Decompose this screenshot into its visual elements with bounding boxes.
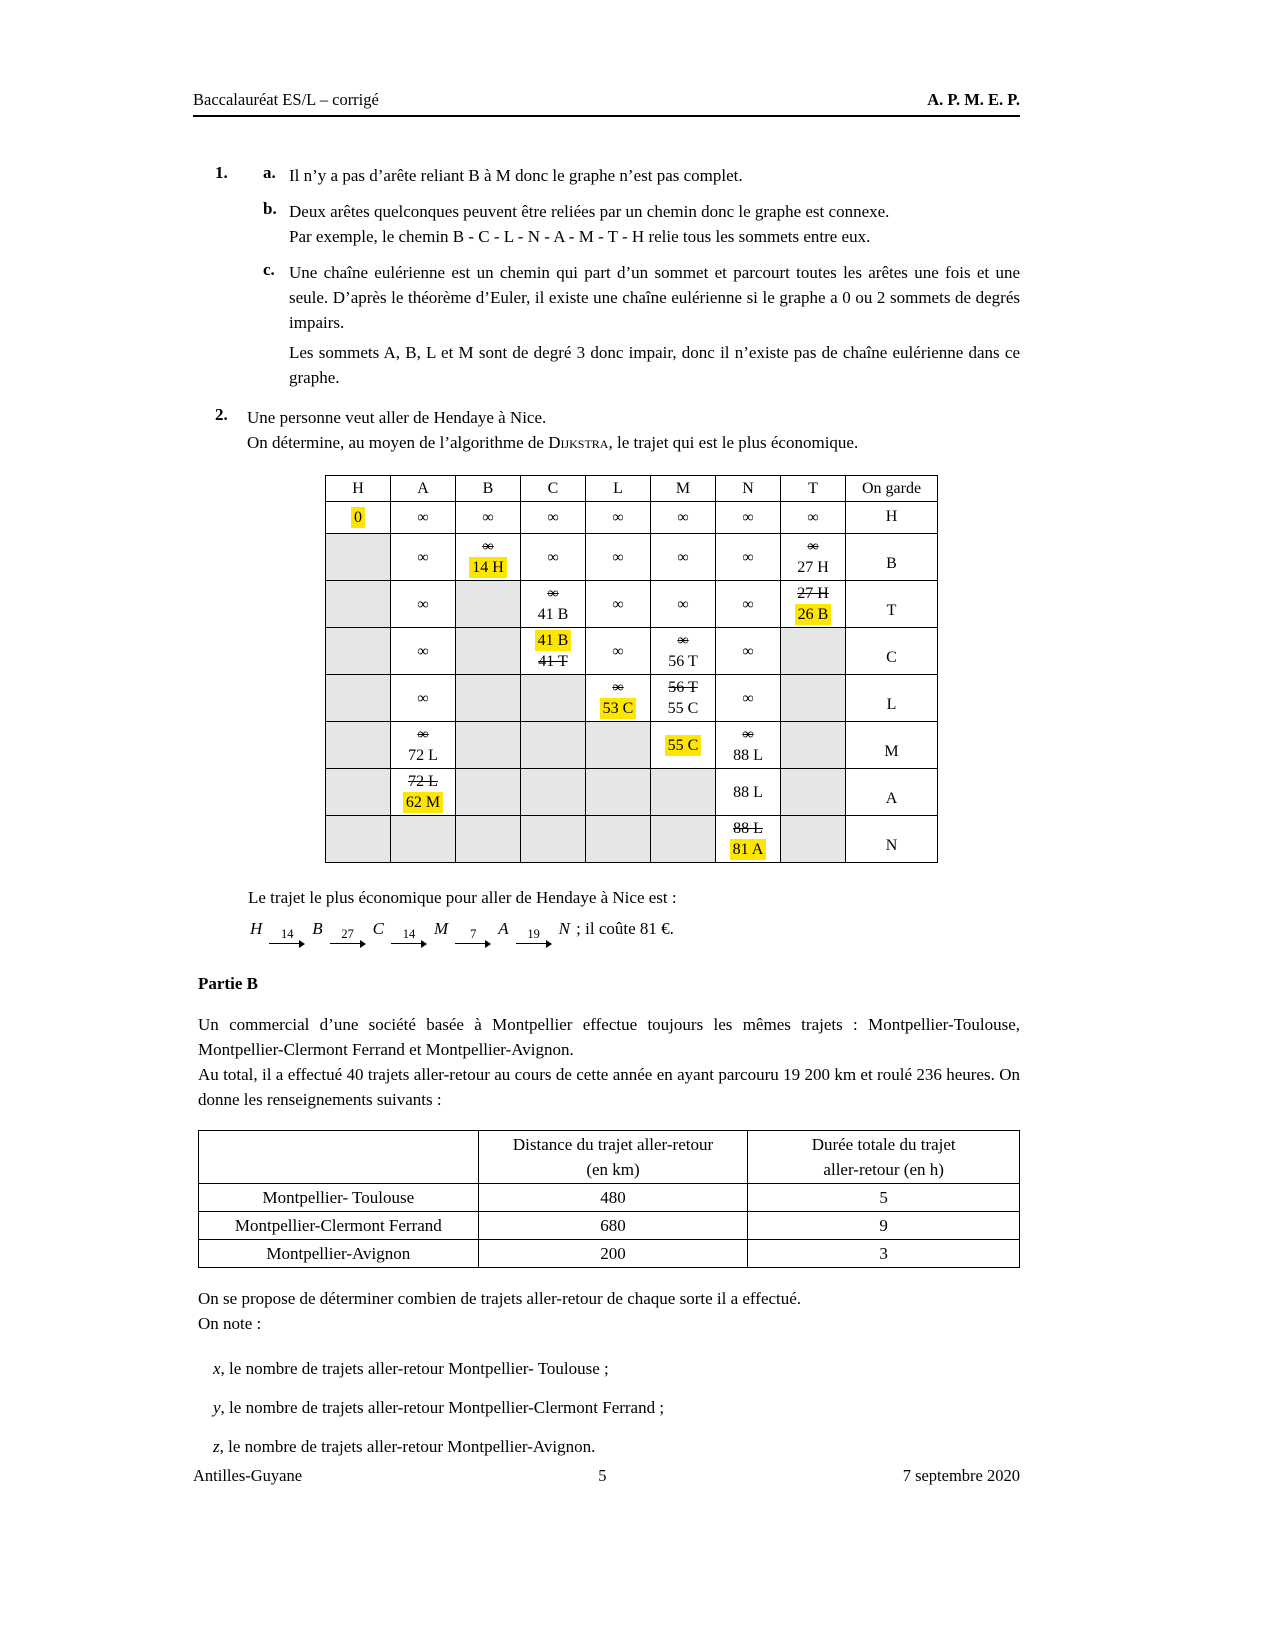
page-footer [193, 1466, 1020, 1486]
right-arrow-icon [391, 940, 427, 948]
dijkstra-row [326, 675, 938, 722]
variable-x: x [213, 1359, 221, 1378]
answer-2-line1: Une personne veut aller de Hendaye à Nice. [247, 408, 547, 427]
value: T [886, 602, 897, 619]
dijkstra-cell-line [459, 536, 517, 557]
dijkstra-value-cell [781, 675, 846, 722]
dijkstra-cell-line [589, 641, 647, 662]
struck-value: 72 L [408, 773, 438, 790]
route-formula [248, 915, 1020, 948]
dijkstra-value-cell [391, 502, 456, 534]
dijkstra-cell-line [459, 507, 517, 528]
dijkstra-value-cell [716, 769, 781, 816]
dijkstra-cell-line [394, 771, 452, 792]
trips-duration-value: 3 [748, 1240, 1020, 1268]
dijkstra-cell-line [654, 651, 712, 672]
trips-duration-value: 5 [748, 1184, 1020, 1212]
dijkstra-cell-line [459, 557, 517, 578]
dijkstra-value-cell [716, 502, 781, 534]
dijkstra-value-cell [391, 816, 456, 863]
value: 27 H [797, 559, 829, 576]
dijkstra-row [326, 502, 938, 534]
dijkstra-header-cell: C [521, 476, 586, 502]
part-b-paragraph-1: Un commercial d’une société basée à Montpellier effectue toujours les mêmes trajets : Montpellier-Toulouse, Montpellier-Clermont Ferrand et Montpellier-Avignon. [198, 1015, 1020, 1059]
part-b-paragraph-2: Au total, il a effectué 40 trajets aller-retour au cours de cette année en ayant parcouru 19 200 km et roulé 236 heures. On donne les renseignements suivants : [198, 1065, 1020, 1109]
dijkstra-value-cell [456, 722, 521, 769]
dijkstra-header-cell: On garde [846, 476, 938, 502]
dijkstra-value-cell [521, 502, 586, 534]
dijkstra-value-cell [456, 502, 521, 534]
trips-distance-value: 680 [478, 1212, 748, 1240]
dijkstra-value-cell [781, 769, 846, 816]
dijkstra-cell-line [524, 547, 582, 568]
dijkstra-cell-line [394, 547, 452, 568]
route-weight: 7 [470, 927, 477, 941]
route-intro: Le trajet le plus économique pour aller de Hendaye à Nice est : [248, 888, 677, 907]
dijkstra-value-cell [326, 722, 391, 769]
question-1c [193, 260, 1020, 390]
part-b-title: Partie B [198, 974, 258, 993]
value: 41 B [537, 606, 569, 623]
dijkstra-cell-line [849, 835, 934, 856]
dijkstra-value-cell [521, 581, 586, 628]
footer-date: 7 septembre 2020 [902, 1466, 1020, 1485]
dijkstra-row [326, 581, 938, 628]
struck-value: 56 T [668, 679, 698, 696]
item-number-spacer [215, 260, 247, 390]
value: ∞ [612, 509, 624, 526]
dijkstra-table [325, 475, 938, 863]
dijkstra-cell-line [589, 594, 647, 615]
dijkstra-cell-line [524, 630, 582, 651]
value: M [884, 743, 899, 760]
struck-value: ∞ [417, 726, 429, 743]
dijkstra-value-cell [716, 816, 781, 863]
struck-value: 41 T [538, 653, 568, 670]
dijkstra-value-cell [521, 816, 586, 863]
dijkstra-value-cell [651, 502, 716, 534]
note-x-text: , le nombre de trajets aller-retour Montpellier- Toulouse ; [220, 1359, 609, 1378]
dijkstra-value-cell [391, 534, 456, 581]
dijkstra-cell-line [394, 507, 452, 528]
part-b-paragraph-3: On se propose de déterminer combien de trajets aller-retour de chaque sorte il a effectué. [198, 1289, 802, 1308]
dijkstra-value-cell [716, 628, 781, 675]
question-2 [193, 405, 1020, 455]
dijkstra-value-cell [326, 816, 391, 863]
struck-value: ∞ [547, 585, 559, 602]
dijkstra-cell-line [524, 507, 582, 528]
route-arrow [455, 928, 491, 948]
right-arrow-icon [516, 940, 552, 948]
dijkstra-cell-line [849, 553, 934, 574]
right-arrow-icon [455, 940, 491, 948]
value: ∞ [547, 509, 559, 526]
dijkstra-cell-line [784, 583, 842, 604]
dijkstra-value-cell [326, 581, 391, 628]
dijkstra-cell-line [589, 507, 647, 528]
value: C [886, 649, 897, 666]
page-content [193, 0, 1020, 1459]
value: 72 L [408, 747, 438, 764]
trips-table [198, 1130, 1020, 1268]
dijkstra-cell-line [589, 698, 647, 719]
dijkstra-value-cell [391, 628, 456, 675]
value: ∞ [417, 595, 429, 613]
struck-value: ∞ [482, 538, 494, 555]
dijkstra-cell-line [784, 557, 842, 578]
value: ∞ [807, 509, 819, 526]
header-title: Baccalauréat ES/L – corrigé [193, 90, 379, 109]
struck-value: 27 H [797, 585, 829, 602]
value: ∞ [612, 642, 624, 660]
dijkstra-cell-line [849, 694, 934, 715]
dijkstra-value-cell [651, 722, 716, 769]
dijkstra-cell-line [784, 507, 842, 528]
item-number-2: 2. [215, 405, 228, 424]
note-x [213, 1356, 1020, 1381]
value: ∞ [417, 642, 429, 660]
value: ∞ [482, 509, 494, 526]
struck-value: ∞ [612, 679, 624, 696]
dijkstra-name: Dijkstra [548, 433, 609, 452]
trips-header-blank [199, 1131, 479, 1184]
dijkstra-cell-line [394, 724, 452, 745]
highlighted-value: 62 M [403, 792, 443, 813]
trips-row [199, 1184, 1020, 1212]
dijkstra-cell-line [654, 507, 712, 528]
dijkstra-cell-line [394, 688, 452, 709]
trips-header-distance [478, 1131, 748, 1184]
trips-route-label: Montpellier-Avignon [199, 1240, 479, 1268]
dijkstra-value-cell [651, 769, 716, 816]
dijkstra-value-cell [716, 534, 781, 581]
dijkstra-value-cell [521, 628, 586, 675]
trips-distance-value: 480 [478, 1184, 748, 1212]
dijkstra-cell-line [654, 677, 712, 698]
highlighted-value: 14 H [469, 557, 507, 578]
struck-value: ∞ [677, 632, 689, 649]
dijkstra-cell-line [849, 600, 934, 621]
trips-header-line: Distance du trajet aller-retour [512, 1135, 714, 1154]
dijkstra-keep-cell [846, 502, 938, 534]
dijkstra-value-cell [326, 534, 391, 581]
dijkstra-cell-line [719, 839, 777, 860]
trips-row [199, 1240, 1020, 1268]
answer-1b-text [289, 199, 1020, 249]
answer-1c-para1: Une chaîne eulérienne est un chemin qui part d’un sommet et parcourt toutes les arêtes une fois et une seule. D’après le théorème d’Euler, il existe une chaîne eulérienne si le graphe a 0 ou 2 sommets de degrés impairs. [289, 263, 1020, 332]
dijkstra-cell-line [394, 792, 452, 813]
dijkstra-value-cell [391, 769, 456, 816]
highlighted-value: 53 C [600, 698, 637, 719]
dijkstra-value-cell [521, 675, 586, 722]
dijkstra-keep-cell [846, 816, 938, 863]
dijkstra-cell-line [589, 547, 647, 568]
item-letter-c: c. [263, 260, 275, 279]
dijkstra-value-cell [456, 628, 521, 675]
dijkstra-header-cell: B [456, 476, 521, 502]
dijkstra-value-cell [716, 722, 781, 769]
dijkstra-cell-line [849, 647, 934, 668]
dijkstra-cell-line [719, 724, 777, 745]
route-node: M [434, 919, 449, 938]
variable-z: z [213, 1437, 220, 1456]
value: N [885, 837, 898, 854]
struck-value: 88 L [733, 820, 763, 837]
trips-row [199, 1212, 1020, 1240]
header-org: A. P. M. E. P. [927, 90, 1020, 109]
value: 88 L [733, 783, 763, 801]
value: H [885, 508, 898, 525]
item-letter-a: a. [263, 163, 276, 182]
route-node: N [558, 919, 570, 938]
dijkstra-value-cell [586, 502, 651, 534]
item-letter-b: b. [263, 199, 277, 218]
dijkstra-keep-cell [846, 581, 938, 628]
route-weight: 14 [402, 927, 416, 941]
dijkstra-value-cell [716, 581, 781, 628]
dijkstra-header-cell: H [326, 476, 391, 502]
route-arrow [516, 928, 552, 948]
part-b-paragraph-4: On note : [198, 1314, 262, 1333]
value: 56 T [668, 653, 698, 670]
dijkstra-cell-line [784, 604, 842, 625]
dijkstra-row [326, 722, 938, 769]
dijkstra-header-cell: L [586, 476, 651, 502]
dijkstra-cell-line [329, 507, 387, 528]
footer-location: Antilles-Guyane [193, 1466, 303, 1485]
dijkstra-value-cell [716, 675, 781, 722]
variable-y: y [213, 1398, 221, 1417]
value: A [885, 790, 898, 807]
dijkstra-sentence-suffix: , le trajet qui est le plus économique. [608, 433, 859, 452]
answer-1c-text [289, 260, 1020, 390]
dijkstra-value-cell [521, 722, 586, 769]
route-node: C [372, 919, 385, 938]
value: ∞ [417, 548, 429, 566]
trips-header-duration [748, 1131, 1020, 1184]
dijkstra-value-cell [586, 722, 651, 769]
struck-value: ∞ [807, 538, 819, 555]
value: ∞ [742, 548, 754, 566]
dijkstra-cell-line [654, 630, 712, 651]
dijkstra-value-cell [781, 581, 846, 628]
dijkstra-cell-line [719, 547, 777, 568]
dijkstra-value-cell [651, 816, 716, 863]
highlighted-value: 81 A [730, 839, 767, 860]
dijkstra-cell-line [524, 604, 582, 625]
dijkstra-value-cell [391, 722, 456, 769]
struck-value: ∞ [742, 726, 754, 743]
trips-header-line: (en km) [586, 1160, 640, 1179]
dijkstra-value-cell [456, 581, 521, 628]
value: ∞ [417, 509, 429, 526]
dijkstra-value-cell [391, 675, 456, 722]
value: 55 C [667, 700, 699, 717]
trips-distance-value: 200 [478, 1240, 748, 1268]
dijkstra-cell-line [394, 745, 452, 766]
trips-duration-value: 9 [748, 1212, 1020, 1240]
trips-route-label: Montpellier- Toulouse [199, 1184, 479, 1212]
dijkstra-cell-line [719, 818, 777, 839]
answer-1b-line2: Par exemple, le chemin B - C - L - N - A - M - T - H relie tous les sommets entre eux. [289, 227, 871, 246]
dijkstra-value-cell [586, 534, 651, 581]
trips-header-line: Durée totale du trajet [811, 1135, 956, 1154]
dijkstra-cell-line [524, 651, 582, 672]
dijkstra-row [326, 816, 938, 863]
dijkstra-row [326, 534, 938, 581]
highlighted-value: 55 C [665, 735, 702, 756]
right-arrow-icon [269, 940, 305, 948]
dijkstra-header-cell: T [781, 476, 846, 502]
value: ∞ [742, 642, 754, 660]
dijkstra-value-cell [586, 675, 651, 722]
dijkstra-cell-line [654, 735, 712, 756]
dijkstra-value-cell [456, 675, 521, 722]
dijkstra-row [326, 769, 938, 816]
right-arrow-icon [330, 940, 366, 948]
answer-2-line2 [247, 430, 1020, 455]
value: ∞ [742, 509, 754, 526]
dijkstra-cell-line [654, 547, 712, 568]
route-weight: 19 [527, 927, 540, 941]
note-z-text: , le nombre de trajets aller-retour Montpellier-Avignon. [219, 1437, 596, 1456]
dijkstra-value-cell [781, 722, 846, 769]
dijkstra-keep-cell [846, 722, 938, 769]
dijkstra-value-cell [456, 769, 521, 816]
note-z [213, 1434, 1020, 1459]
dijkstra-cell-line [524, 583, 582, 604]
dijkstra-value-cell [781, 534, 846, 581]
dijkstra-cell-line [589, 677, 647, 698]
item-number-1: 1. [215, 163, 228, 182]
value: ∞ [742, 689, 754, 707]
dijkstra-value-cell [586, 628, 651, 675]
dijkstra-cell-line [719, 688, 777, 709]
page-header [193, 90, 1020, 117]
dijkstra-cell-line [719, 594, 777, 615]
dijkstra-cell-line [719, 641, 777, 662]
note-y [213, 1395, 1020, 1420]
dijkstra-value-cell [651, 581, 716, 628]
dijkstra-header-row [326, 476, 938, 502]
dijkstra-row [326, 628, 938, 675]
dijkstra-value-cell [326, 675, 391, 722]
route-node: H [250, 919, 263, 938]
dijkstra-value-cell [651, 628, 716, 675]
highlighted-value: 0 [351, 507, 365, 528]
value: ∞ [612, 548, 624, 566]
dijkstra-value-cell [651, 534, 716, 581]
value: ∞ [547, 548, 559, 566]
dijkstra-value-cell [521, 534, 586, 581]
dijkstra-value-cell [781, 816, 846, 863]
dijkstra-keep-cell [846, 675, 938, 722]
dijkstra-keep-cell [846, 769, 938, 816]
dijkstra-cell-line [849, 506, 934, 527]
dijkstra-cell-line [849, 788, 934, 809]
item-number-spacer [215, 199, 247, 249]
dijkstra-cell-line [784, 536, 842, 557]
dijkstra-keep-cell [846, 534, 938, 581]
dijkstra-value-cell [456, 816, 521, 863]
trips-header-line: aller-retour (en h) [823, 1160, 944, 1179]
highlighted-value: 26 B [795, 604, 832, 625]
dijkstra-value-cell [586, 581, 651, 628]
value: ∞ [612, 595, 624, 613]
route-arrow [269, 928, 305, 948]
dijkstra-value-cell [586, 769, 651, 816]
route-arrow [330, 928, 366, 948]
dijkstra-value-cell [326, 769, 391, 816]
dijkstra-keep-cell [846, 628, 938, 675]
value: L [886, 696, 897, 713]
dijkstra-value-cell [586, 816, 651, 863]
dijkstra-header-cell: A [391, 476, 456, 502]
route-weight: 27 [341, 927, 354, 941]
dijkstra-header-cell: N [716, 476, 781, 502]
dijkstra-sentence-prefix: On détermine, au moyen de l’algorithme de [247, 433, 549, 452]
dijkstra-value-cell [456, 534, 521, 581]
footer-page-number: 5 [598, 1466, 607, 1485]
dijkstra-value-cell [521, 769, 586, 816]
dijkstra-cell-line [394, 594, 452, 615]
dijkstra-cell-line [719, 507, 777, 528]
answer-2-text [247, 405, 1020, 455]
dijkstra-cell-line [654, 594, 712, 615]
dijkstra-value-cell [781, 628, 846, 675]
value: ∞ [677, 595, 689, 613]
dijkstra-value-cell [326, 502, 391, 534]
trips-route-label: Montpellier-Clermont Ferrand [199, 1212, 479, 1240]
highlighted-value: 41 B [535, 630, 572, 651]
question-1b [193, 199, 1020, 249]
note-y-text: , le nombre de trajets aller-retour Montpellier-Clermont Ferrand ; [220, 1398, 665, 1417]
route-node: A [498, 919, 509, 938]
answer-1a-text: Il n’y a pas d’arête reliant B à M donc le graphe n’est pas complet. [289, 166, 743, 185]
value: ∞ [417, 689, 429, 707]
answer-1c-para2: Les sommets A, B, L et M sont de degré 3 donc impair, donc il n’existe pas de chaîne eulérienne dans ce graphe. [289, 343, 1020, 387]
dijkstra-cell-line [394, 641, 452, 662]
answer-1b-line1: Deux arêtes quelconques peuvent être reliées par un chemin donc le graphe est connexe. [289, 202, 890, 221]
route-weight: 14 [281, 927, 294, 941]
dijkstra-cell-line [719, 745, 777, 766]
dijkstra-value-cell [326, 628, 391, 675]
value: ∞ [677, 548, 689, 566]
route-node: B [312, 919, 323, 938]
dijkstra-value-cell [391, 581, 456, 628]
value: ∞ [742, 595, 754, 613]
dijkstra-cell-line [719, 782, 777, 803]
value: 88 L [733, 747, 763, 764]
dijkstra-cell-line [654, 698, 712, 719]
dijkstra-value-cell [781, 502, 846, 534]
value: ∞ [677, 509, 689, 526]
dijkstra-header-cell: M [651, 476, 716, 502]
route-arrow [391, 928, 427, 948]
value: B [886, 555, 897, 572]
route-suffix: ; il coûte 81 €. [571, 919, 674, 938]
dijkstra-value-cell [651, 675, 716, 722]
dijkstra-cell-line [849, 741, 934, 762]
trips-header-row [199, 1131, 1020, 1184]
question-1a [193, 163, 1020, 188]
